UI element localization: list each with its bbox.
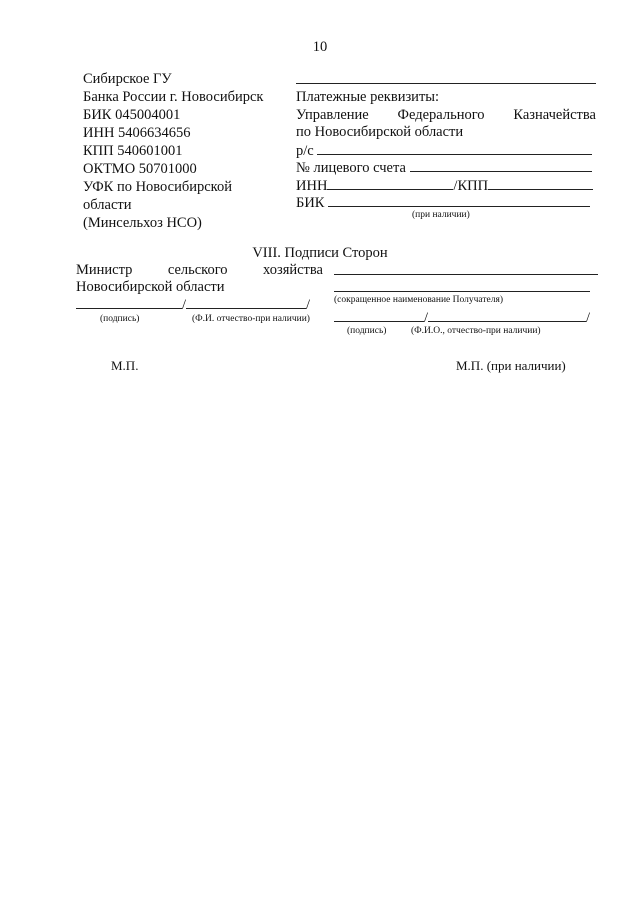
seal-left: М.П. [111, 358, 139, 373]
right-sign-blank [334, 308, 424, 322]
slash: / [182, 297, 187, 313]
org-word: Казначейства [513, 107, 596, 123]
kpp-label: /КПП [453, 178, 489, 194]
bank-line: области [83, 197, 132, 213]
page-number: 10 [312, 39, 328, 55]
minister-word: хозяйства [263, 262, 323, 278]
account-blank [410, 158, 592, 172]
bik-blank [328, 193, 590, 207]
slash: / [586, 310, 591, 326]
rs-blank [317, 141, 592, 155]
bank-line: ОКТМО 50701000 [83, 161, 197, 177]
right-signature-row [334, 308, 590, 327]
slash: / [424, 310, 429, 326]
inn-label: ИНН [296, 178, 328, 194]
left-signature-row [76, 295, 310, 314]
recipient-line-1 [334, 274, 598, 275]
bank-line: (Минсельхоз НСО) [83, 215, 202, 231]
left-caption-name: (Ф.И. отчество-при наличии) [192, 314, 310, 324]
bik-label: БИК [296, 195, 325, 211]
bank-details [83, 70, 263, 232]
account-label: № лицевого счета [296, 160, 406, 176]
rs-label: р/с [296, 143, 314, 159]
bank-line: ИНН 5406634656 [83, 125, 191, 141]
account-field [296, 158, 592, 177]
signatures-title: VIII. Подписи Сторон [252, 245, 388, 261]
recipient-caption: (сокращенное наименование Получателя) [334, 295, 504, 305]
right-name-blank [428, 308, 586, 322]
minister-line2: Новосибирской области [76, 279, 225, 295]
recipient-line-2 [334, 291, 590, 292]
payment-header: Платежные реквизиты: [296, 89, 440, 105]
left-caption-post: (подпись) [100, 314, 140, 324]
bank-line: Банка России г. Новосибирск [83, 89, 264, 105]
org-word: Управление [296, 107, 369, 123]
bank-line: БИК 045004001 [83, 107, 181, 123]
right-caption-sign: (подпись) [347, 326, 387, 336]
org-word: Федерального [397, 107, 485, 123]
bank-line: КПП 540601001 [83, 143, 183, 159]
bank-line: Сибирское ГУ [83, 71, 172, 87]
left-name-blank [186, 295, 306, 309]
slash: / [306, 297, 311, 313]
minister-word: Министр [76, 262, 133, 278]
minister-word: сельского [167, 262, 228, 278]
inn-blank [327, 176, 453, 190]
payment-note: (при наличии) [412, 210, 470, 220]
minister-line [76, 261, 323, 279]
payment-org-line [296, 106, 596, 124]
kpp-blank [488, 176, 593, 190]
left-sign-blank [76, 295, 182, 309]
payment-org-line2: по Новосибирской области [296, 124, 464, 140]
recipient-name-line [296, 83, 596, 84]
seal-right: М.П. (при наличии) [456, 358, 566, 373]
right-caption-name: (Ф.И.О., отчество-при наличии) [411, 326, 541, 336]
bank-line: УФК по Новосибирской [83, 179, 232, 195]
